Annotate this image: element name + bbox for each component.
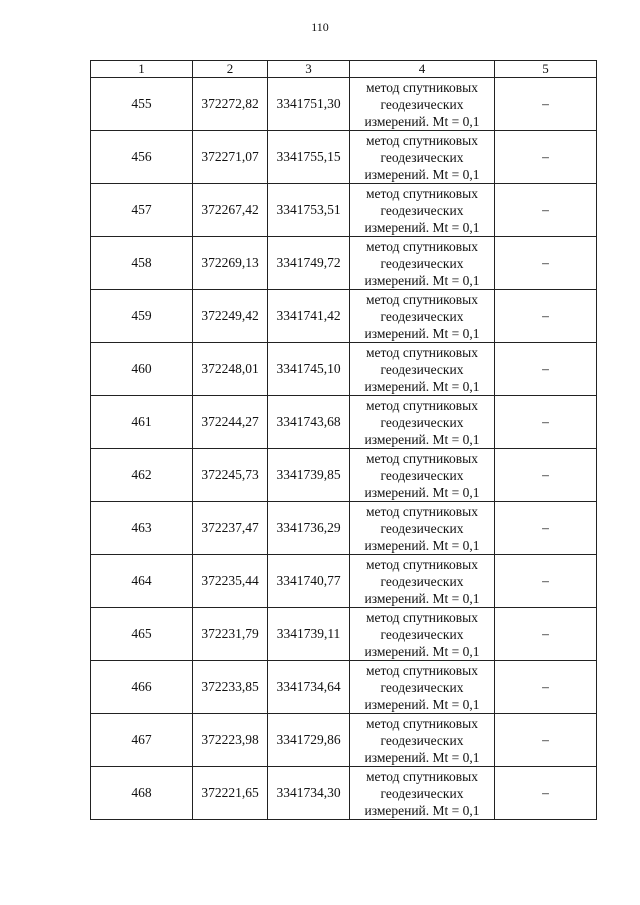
table-row (91, 290, 597, 343)
note-cell: – (495, 290, 597, 343)
method-line: измерений. Mt = 0,1 (364, 643, 480, 659)
method-line: метод спутниковых (366, 397, 478, 413)
point-number-cell: 466 (91, 661, 193, 714)
point-number-cell: 465 (91, 608, 193, 661)
method-line: измерений. Mt = 0,1 (364, 219, 480, 235)
table-row (91, 237, 597, 290)
column-header-2: 2 (193, 61, 268, 78)
method-line: метод спутниковых (366, 185, 478, 201)
x-coordinate-cell: 372235,44 (193, 555, 268, 608)
method-cell (350, 661, 495, 714)
point-number-cell: 459 (91, 290, 193, 343)
method-cell (350, 449, 495, 502)
note-cell: – (495, 184, 597, 237)
note-cell: – (495, 608, 597, 661)
note-cell: – (495, 502, 597, 555)
method-line: геодезических (380, 308, 464, 324)
y-coordinate-cell: 3341749,72 (268, 237, 350, 290)
method-cell (350, 290, 495, 343)
y-coordinate-cell: 3341739,85 (268, 449, 350, 502)
method-line: геодезических (380, 732, 464, 748)
x-coordinate-cell: 372221,65 (193, 767, 268, 820)
method-line: геодезических (380, 573, 464, 589)
y-coordinate-cell: 3341745,10 (268, 343, 350, 396)
x-coordinate-cell: 372249,42 (193, 290, 268, 343)
table-body (91, 78, 597, 820)
method-line: геодезических (380, 149, 464, 165)
note-cell: – (495, 78, 597, 131)
x-coordinate-cell: 372267,42 (193, 184, 268, 237)
method-line: геодезических (380, 520, 464, 536)
method-line: измерений. Mt = 0,1 (364, 431, 480, 447)
method-cell (350, 714, 495, 767)
point-number-cell: 467 (91, 714, 193, 767)
y-coordinate-cell: 3341741,42 (268, 290, 350, 343)
x-coordinate-cell: 372245,73 (193, 449, 268, 502)
page-number: 110 (311, 20, 329, 34)
method-line: метод спутниковых (366, 768, 478, 784)
method-line: метод спутниковых (366, 79, 478, 95)
y-coordinate-cell: 3341734,30 (268, 767, 350, 820)
y-coordinate-cell: 3341755,15 (268, 131, 350, 184)
method-cell (350, 555, 495, 608)
method-line: метод спутниковых (366, 238, 478, 254)
x-coordinate-cell: 372248,01 (193, 343, 268, 396)
table-row (91, 714, 597, 767)
method-line: измерений. Mt = 0,1 (364, 537, 480, 553)
x-coordinate-cell: 372271,07 (193, 131, 268, 184)
method-line: измерений. Mt = 0,1 (364, 590, 480, 606)
x-coordinate-cell: 372244,27 (193, 396, 268, 449)
y-coordinate-cell: 3341751,30 (268, 78, 350, 131)
method-line: метод спутниковых (366, 450, 478, 466)
table-row (91, 449, 597, 502)
note-cell: – (495, 237, 597, 290)
method-line: геодезических (380, 679, 464, 695)
y-coordinate-cell: 3341734,64 (268, 661, 350, 714)
y-coordinate-cell: 3341739,11 (268, 608, 350, 661)
method-cell (350, 396, 495, 449)
y-coordinate-cell: 3341736,29 (268, 502, 350, 555)
note-cell: – (495, 396, 597, 449)
column-header-3: 3 (268, 61, 350, 78)
point-number-cell: 461 (91, 396, 193, 449)
note-cell: – (495, 555, 597, 608)
note-cell: – (495, 343, 597, 396)
method-line: метод спутниковых (366, 715, 478, 731)
y-coordinate-cell: 3341753,51 (268, 184, 350, 237)
x-coordinate-cell: 372237,47 (193, 502, 268, 555)
method-cell (350, 343, 495, 396)
point-number-cell: 455 (91, 78, 193, 131)
method-line: измерений. Mt = 0,1 (364, 113, 480, 129)
method-cell (350, 131, 495, 184)
method-line: метод спутниковых (366, 503, 478, 519)
method-cell (350, 184, 495, 237)
table-row (91, 131, 597, 184)
column-header-1: 1 (91, 61, 193, 78)
method-line: геодезических (380, 255, 464, 271)
method-line: метод спутниковых (366, 344, 478, 360)
note-cell: – (495, 661, 597, 714)
method-line: геодезических (380, 96, 464, 112)
point-number-cell: 463 (91, 502, 193, 555)
table-row (91, 555, 597, 608)
coordinates-table (90, 60, 597, 820)
point-number-cell: 464 (91, 555, 193, 608)
table-row (91, 343, 597, 396)
method-cell (350, 502, 495, 555)
method-line: измерений. Mt = 0,1 (364, 272, 480, 288)
method-line: метод спутниковых (366, 291, 478, 307)
note-cell: – (495, 449, 597, 502)
method-line: измерений. Mt = 0,1 (364, 802, 480, 818)
table-row (91, 661, 597, 714)
method-line: измерений. Mt = 0,1 (364, 696, 480, 712)
y-coordinate-cell: 3341729,86 (268, 714, 350, 767)
method-line: измерений. Mt = 0,1 (364, 325, 480, 341)
table-row (91, 396, 597, 449)
point-number-cell: 468 (91, 767, 193, 820)
method-line: геодезических (380, 414, 464, 430)
method-cell (350, 767, 495, 820)
point-number-cell: 462 (91, 449, 193, 502)
y-coordinate-cell: 3341740,77 (268, 555, 350, 608)
method-cell (350, 78, 495, 131)
method-line: измерений. Mt = 0,1 (364, 749, 480, 765)
method-line: измерений. Mt = 0,1 (364, 484, 480, 500)
method-line: метод спутниковых (366, 662, 478, 678)
point-number-cell: 456 (91, 131, 193, 184)
method-line: геодезических (380, 361, 464, 377)
table-row (91, 78, 597, 131)
x-coordinate-cell: 372269,13 (193, 237, 268, 290)
x-coordinate-cell: 372272,82 (193, 78, 268, 131)
method-line: измерений. Mt = 0,1 (364, 166, 480, 182)
point-number-cell: 457 (91, 184, 193, 237)
note-cell: – (495, 131, 597, 184)
column-header-5: 5 (495, 61, 597, 78)
note-cell: – (495, 714, 597, 767)
method-line: геодезических (380, 785, 464, 801)
method-line: метод спутниковых (366, 609, 478, 625)
table-row (91, 608, 597, 661)
table-row (91, 184, 597, 237)
column-header-4: 4 (350, 61, 495, 78)
y-coordinate-cell: 3341743,68 (268, 396, 350, 449)
note-cell: – (495, 767, 597, 820)
method-line: метод спутниковых (366, 556, 478, 572)
method-line: метод спутниковых (366, 132, 478, 148)
x-coordinate-cell: 372233,85 (193, 661, 268, 714)
method-line: геодезических (380, 202, 464, 218)
table-row (91, 502, 597, 555)
x-coordinate-cell: 372231,79 (193, 608, 268, 661)
method-cell (350, 237, 495, 290)
x-coordinate-cell: 372223,98 (193, 714, 268, 767)
method-line: геодезических (380, 626, 464, 642)
point-number-cell: 460 (91, 343, 193, 396)
method-line: измерений. Mt = 0,1 (364, 378, 480, 394)
table-row (91, 767, 597, 820)
point-number-cell: 458 (91, 237, 193, 290)
method-cell (350, 608, 495, 661)
method-line: геодезических (380, 467, 464, 483)
header-row (91, 61, 597, 78)
